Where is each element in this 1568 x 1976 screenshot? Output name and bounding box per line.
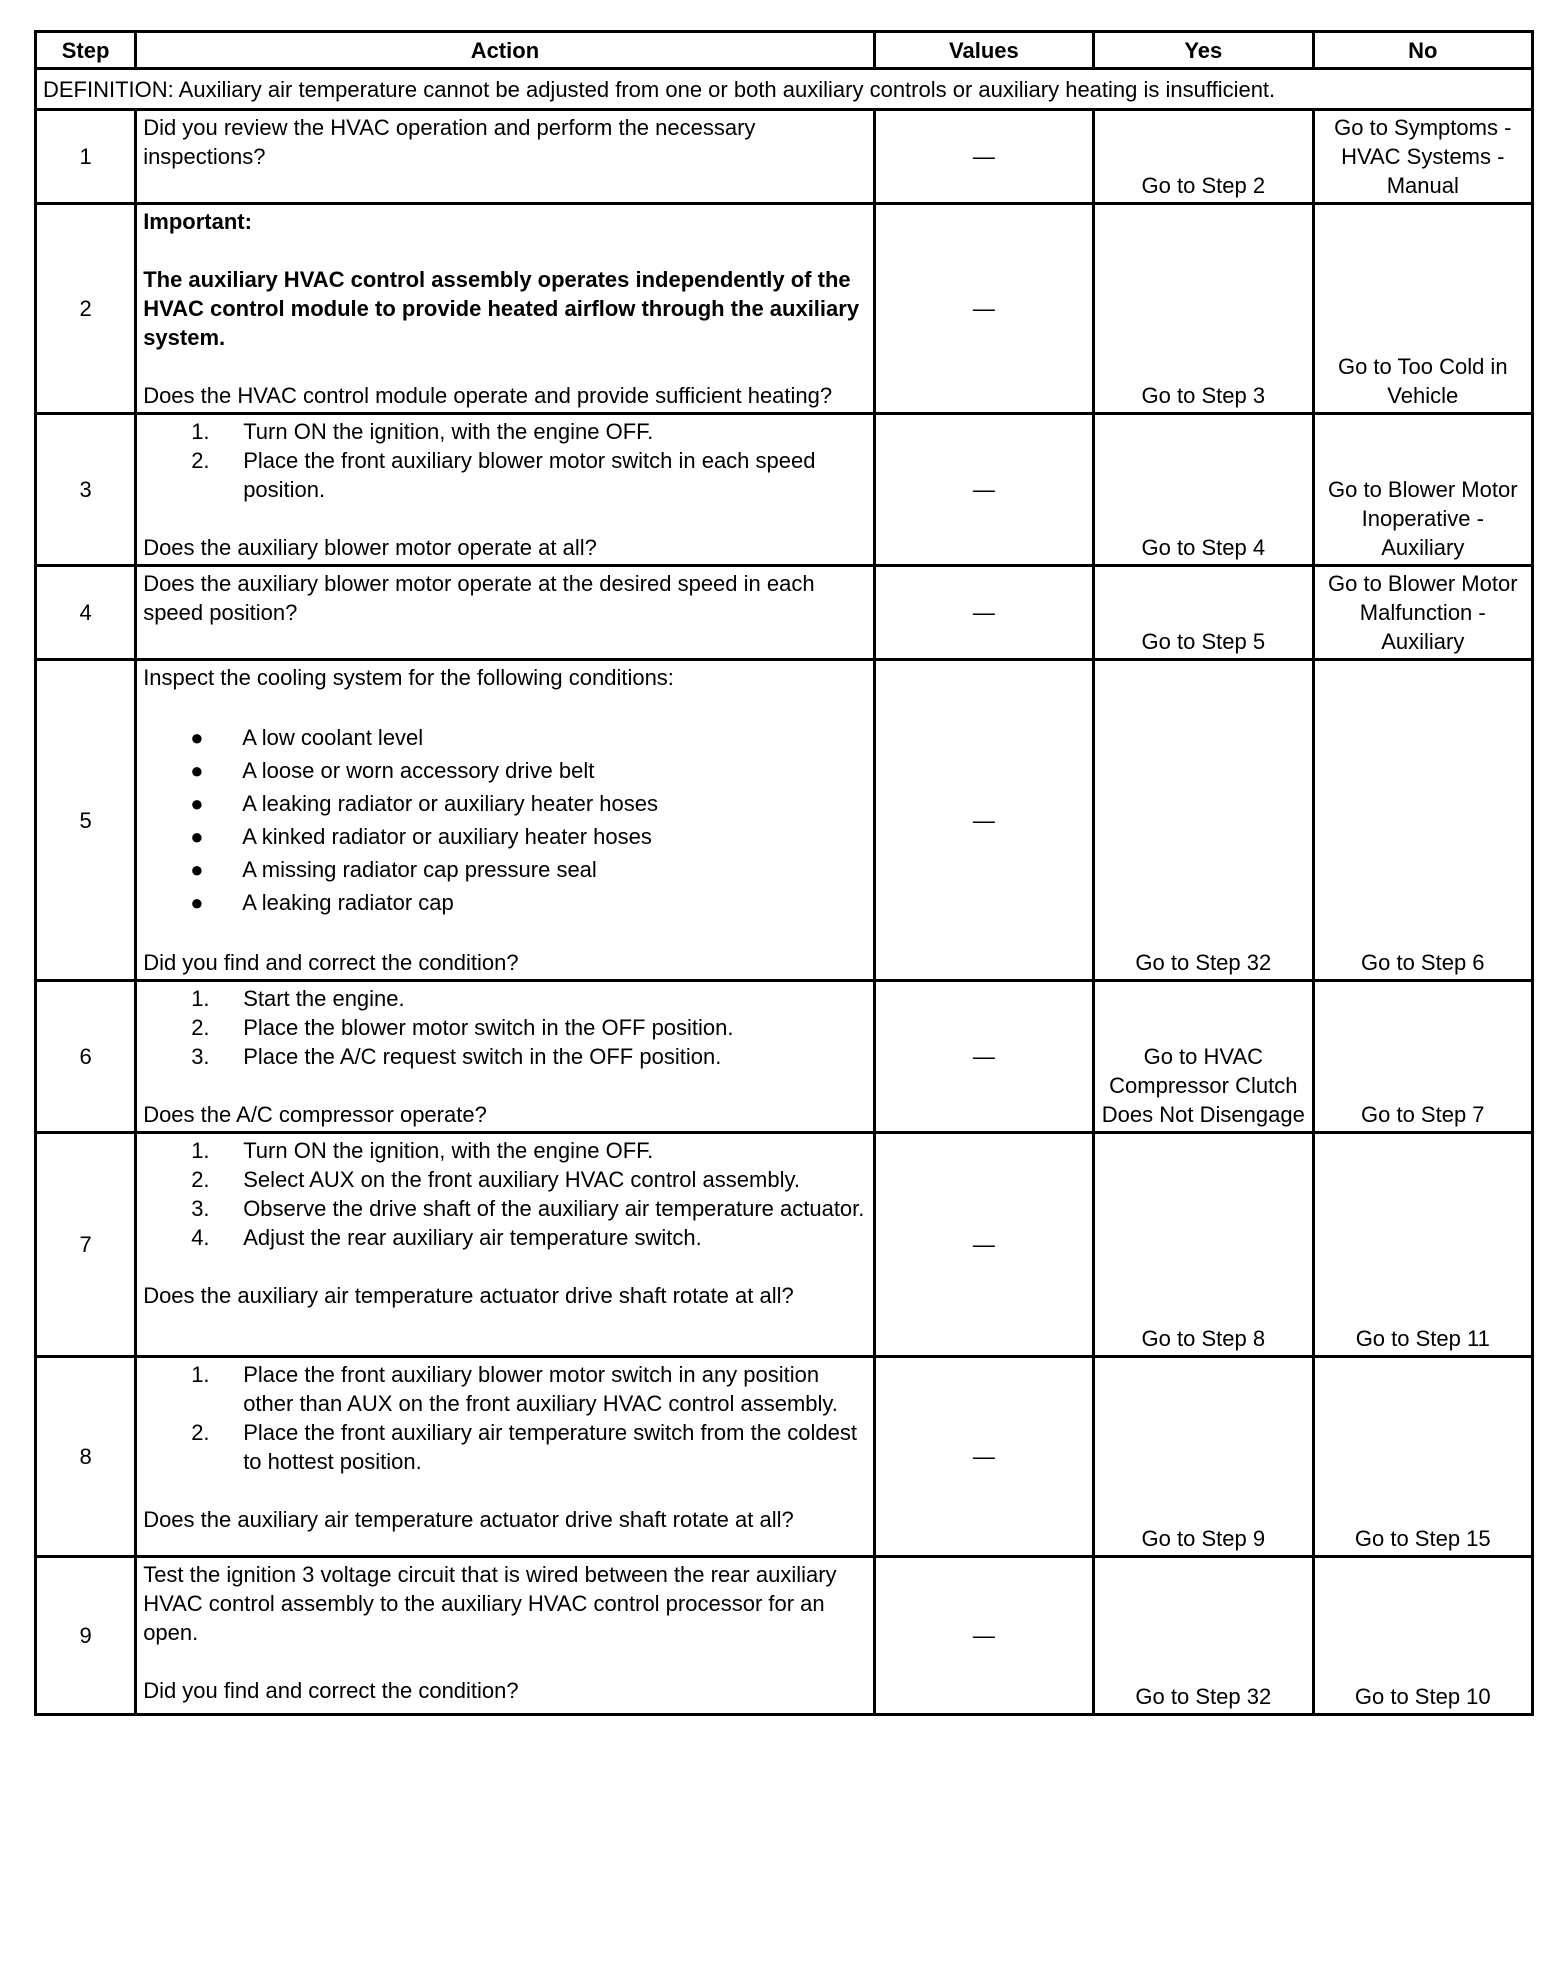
list-item: 3. Observe the drive shaft of the auxiliary air temperature actuator. bbox=[191, 1196, 865, 1221]
yes-cell: Go to Step 32 bbox=[1094, 660, 1313, 981]
no-cell: Go to Blower Motor Inoperative - Auxiliary bbox=[1313, 414, 1532, 566]
step-number: 5 bbox=[36, 660, 136, 981]
action-cell bbox=[136, 1557, 874, 1715]
step-number: 7 bbox=[36, 1133, 136, 1357]
yes-cell: Go to Step 5 bbox=[1094, 566, 1313, 660]
header-yes: Yes bbox=[1094, 32, 1313, 69]
list-item: ● A missing radiator cap pressure seal bbox=[190, 857, 597, 882]
yes-cell: Go to Step 2 bbox=[1094, 110, 1313, 204]
list-item: 1. Start the engine. bbox=[191, 986, 405, 1011]
no-cell: Go to Step 7 bbox=[1313, 981, 1532, 1133]
header-action: Action bbox=[136, 32, 874, 69]
table-row bbox=[36, 1557, 1533, 1715]
no-cell: Go to Too Cold in Vehicle bbox=[1313, 204, 1532, 414]
values-cell: — bbox=[874, 566, 1093, 660]
action-question: Did you find and correct the condition? bbox=[143, 1678, 519, 1703]
list-item: ● A loose or worn accessory drive belt bbox=[190, 758, 595, 783]
action-cell bbox=[136, 566, 874, 660]
action-question: Does the auxiliary blower motor operate at all? bbox=[143, 535, 597, 560]
action-cell bbox=[136, 1133, 874, 1357]
no-cell: Go to Blower Motor Malfunction - Auxiliary bbox=[1313, 566, 1532, 660]
action-question: Does the auxiliary blower motor operate at the desired speed in each speed position? bbox=[143, 571, 815, 625]
important-text: The auxiliary HVAC control assembly operates independently of the HVAC control module to provide heated airflow through the auxiliary system. bbox=[143, 267, 860, 350]
table-row bbox=[36, 660, 1533, 981]
list-item: 3. Place the A/C request switch in the OFF position. bbox=[191, 1044, 722, 1069]
diagnostic-table bbox=[34, 30, 1534, 1716]
list-item: 1. Turn ON the ignition, with the engine OFF. bbox=[191, 419, 654, 444]
list-item: 2. Place the front auxiliary blower motor switch in each speed position. bbox=[191, 448, 816, 502]
values-cell: — bbox=[874, 981, 1093, 1133]
action-question: Does the A/C compressor operate? bbox=[143, 1102, 487, 1127]
definition-row bbox=[36, 69, 1533, 110]
header-row bbox=[36, 32, 1533, 69]
action-question: Did you find and correct the condition? bbox=[143, 950, 519, 975]
header-values: Values bbox=[874, 32, 1093, 69]
values-cell: — bbox=[874, 414, 1093, 566]
no-cell: Go to Step 11 bbox=[1313, 1133, 1532, 1357]
table-row bbox=[36, 414, 1533, 566]
action-cell bbox=[136, 660, 874, 981]
list-item: ● A kinked radiator or auxiliary heater hoses bbox=[190, 824, 652, 849]
action-cell bbox=[136, 1357, 874, 1557]
yes-cell: Go to Step 8 bbox=[1094, 1133, 1313, 1357]
values-cell: — bbox=[874, 110, 1093, 204]
bullet-list bbox=[143, 721, 866, 919]
header-step: Step bbox=[36, 32, 136, 69]
table-row bbox=[36, 1133, 1533, 1357]
numbered-list bbox=[143, 1136, 866, 1252]
list-item: 1. Turn ON the ignition, with the engine OFF. bbox=[191, 1138, 654, 1163]
list-item: ● A low coolant level bbox=[190, 725, 424, 750]
table-row bbox=[36, 566, 1533, 660]
important-label: Important: bbox=[143, 209, 252, 234]
step-number: 8 bbox=[36, 1357, 136, 1557]
list-item: ● A leaking radiator or auxiliary heater hoses bbox=[190, 791, 658, 816]
action-cell bbox=[136, 414, 874, 566]
list-item: 2. Place the front auxiliary air temperature switch from the coldest to hottest position. bbox=[191, 1420, 858, 1474]
no-cell: Go to Step 15 bbox=[1313, 1357, 1532, 1557]
action-question: Does the auxiliary air temperature actuator drive shaft rotate at all? bbox=[143, 1283, 794, 1308]
yes-cell: Go to HVAC Compressor Clutch Does Not Disengage bbox=[1094, 981, 1313, 1133]
numbered-list bbox=[143, 1360, 866, 1476]
values-cell: — bbox=[874, 1133, 1093, 1357]
action-cell bbox=[136, 110, 874, 204]
list-item: ● A leaking radiator cap bbox=[190, 890, 454, 915]
table-row bbox=[36, 204, 1533, 414]
yes-cell: Go to Step 32 bbox=[1094, 1557, 1313, 1715]
step-number: 9 bbox=[36, 1557, 136, 1715]
no-cell: Go to Symptoms - HVAC Systems - Manual bbox=[1313, 110, 1532, 204]
yes-cell: Go to Step 3 bbox=[1094, 204, 1313, 414]
action-question: Does the HVAC control module operate and provide sufficient heating? bbox=[143, 383, 833, 408]
list-item: 4. Adjust the rear auxiliary air temperature switch. bbox=[191, 1225, 702, 1250]
action-cell bbox=[136, 204, 874, 414]
yes-cell: Go to Step 9 bbox=[1094, 1357, 1313, 1557]
definition-text: DEFINITION: Auxiliary air temperature cannot be adjusted from one or both auxiliary controls or auxiliary heating is insufficient. bbox=[36, 69, 1533, 110]
list-item: 2. Select AUX on the front auxiliary HVAC control assembly. bbox=[191, 1167, 800, 1192]
no-cell: Go to Step 10 bbox=[1313, 1557, 1532, 1715]
step-number: 3 bbox=[36, 414, 136, 566]
action-cell bbox=[136, 981, 874, 1133]
action-intro: Test the ignition 3 voltage circuit that is wired between the rear auxiliary HVAC control assembly to the auxiliary HVAC control processor for an open. bbox=[143, 1562, 837, 1645]
numbered-list bbox=[143, 984, 866, 1071]
step-number: 1 bbox=[36, 110, 136, 204]
list-item: 2. Place the blower motor switch in the OFF position. bbox=[191, 1015, 734, 1040]
table-row bbox=[36, 1357, 1533, 1557]
values-cell: — bbox=[874, 1357, 1093, 1557]
yes-cell: Go to Step 4 bbox=[1094, 414, 1313, 566]
step-number: 6 bbox=[36, 981, 136, 1133]
no-cell: Go to Step 6 bbox=[1313, 660, 1532, 981]
action-intro: Inspect the cooling system for the following conditions: bbox=[143, 665, 674, 690]
action-question: Does the auxiliary air temperature actuator drive shaft rotate at all? bbox=[143, 1507, 794, 1532]
action-question: Did you review the HVAC operation and perform the necessary inspections? bbox=[143, 115, 756, 169]
numbered-list bbox=[143, 417, 866, 504]
step-number: 4 bbox=[36, 566, 136, 660]
values-cell: — bbox=[874, 660, 1093, 981]
values-cell: — bbox=[874, 204, 1093, 414]
values-cell: — bbox=[874, 1557, 1093, 1715]
table-row bbox=[36, 981, 1533, 1133]
header-no: No bbox=[1313, 32, 1532, 69]
table-row bbox=[36, 110, 1533, 204]
step-number: 2 bbox=[36, 204, 136, 414]
list-item: 1. Place the front auxiliary blower motor switch in any position other than AUX on the front auxiliary HVAC control assembly. bbox=[191, 1362, 838, 1416]
